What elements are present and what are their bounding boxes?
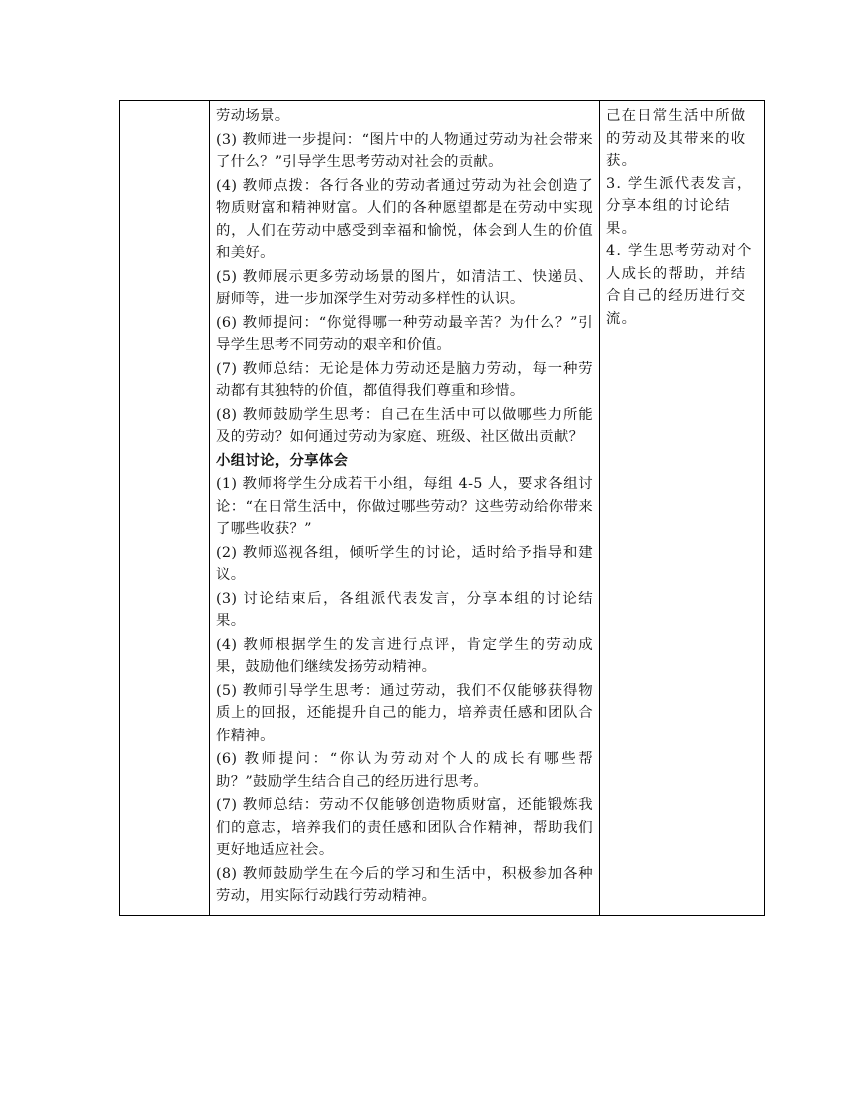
intro-line: 劳动场景。 <box>216 108 290 124</box>
student-item-3: 3. 学生派代表发言，分享本组的讨论结果。 <box>606 175 753 237</box>
step-b3: (3) 讨论结束后，各组派代表发言，分享本组的讨论结果。 <box>216 590 593 629</box>
student-item-4: 4. 学生思考劳动对个人成长的帮助，并结合自己的经历进行交流。 <box>606 243 753 327</box>
step-b7: (7) 教师总结：劳动不仅能够创造物质财富，还能锻炼我们的意志，培养我们的责任感和团队合作精神，帮助我们更好地适应社会。 <box>216 797 593 858</box>
step-a5: (5) 教师展示更多劳动场景的图片，如清洁工、快递员、厨师等，进一步加深学生对劳动多样性的认识。 <box>216 268 593 307</box>
step-b5: (5) 教师引导学生思考：通过劳动，我们不仅能够获得物质上的回报，还能提升自己的能力，培养责任感和团队合作精神。 <box>216 682 593 744</box>
step-b6: (6) 教师提问：“你认为劳动对个人的成长有哪些帮助？”鼓励学生结合自己的经历进行思考。 <box>216 751 593 790</box>
step-b1: (1) 教师将学生分成若干小组，每组 4-5 人，要求各组讨论：“在日常生活中，你做过哪些劳动？这些劳动给你带来了哪些收获？” <box>216 476 593 537</box>
step-b4: (4) 教师根据学生的发言进行点评，肯定学生的劳动成果，鼓励他们继续发扬劳动精神。 <box>216 636 593 675</box>
step-a3: (3) 教师进一步提问：“图片中的人物通过劳动为社会带来了什么？”引导学生思考劳动对社会的贡献。 <box>216 131 593 170</box>
lesson-plan-table <box>119 100 765 916</box>
left-column-cell <box>120 101 210 916</box>
step-b2: (2) 教师巡视各组，倾听学生的讨论，适时给予指导和建议。 <box>216 544 593 583</box>
student-item-2-cont: 己在日常生活中所做的劳动及其带来的收获。 <box>606 108 747 169</box>
step-a7: (7) 教师总结：无论是体力劳动还是脑力劳动，每一种劳动都有其独特的价值，都值得我们尊重和珍惜。 <box>216 360 593 399</box>
teacher-activity-cell <box>210 101 600 916</box>
section-heading: 小组讨论，分享体会 <box>216 452 349 469</box>
student-activity-cell <box>600 101 765 916</box>
step-a8: (8) 教师鼓励学生思考：自己在生活中可以做哪些力所能及的劳动？如何通过劳动为家庭、班级、社区做出贡献？ <box>216 406 593 445</box>
step-b8: (8) 教师鼓励学生在今后的学习和生活中，积极参加各种劳动，用实际行动践行劳动精神。 <box>216 865 593 904</box>
step-a4: (4) 教师点拨：各行各业的劳动者通过劳动为社会创造了物质财富和精神财富。人们的各种愿望都是在劳动中实现的，人们在劳动中感受到幸福和愉悦，体会到人生的价值和美好。 <box>216 177 593 261</box>
step-a6: (6) 教师提问：“你觉得哪一种劳动最辛苦？为什么？”引导学生思考不同劳动的艰辛和价值。 <box>216 314 593 353</box>
table-row <box>120 101 765 916</box>
teacher-activity-content <box>216 105 593 908</box>
